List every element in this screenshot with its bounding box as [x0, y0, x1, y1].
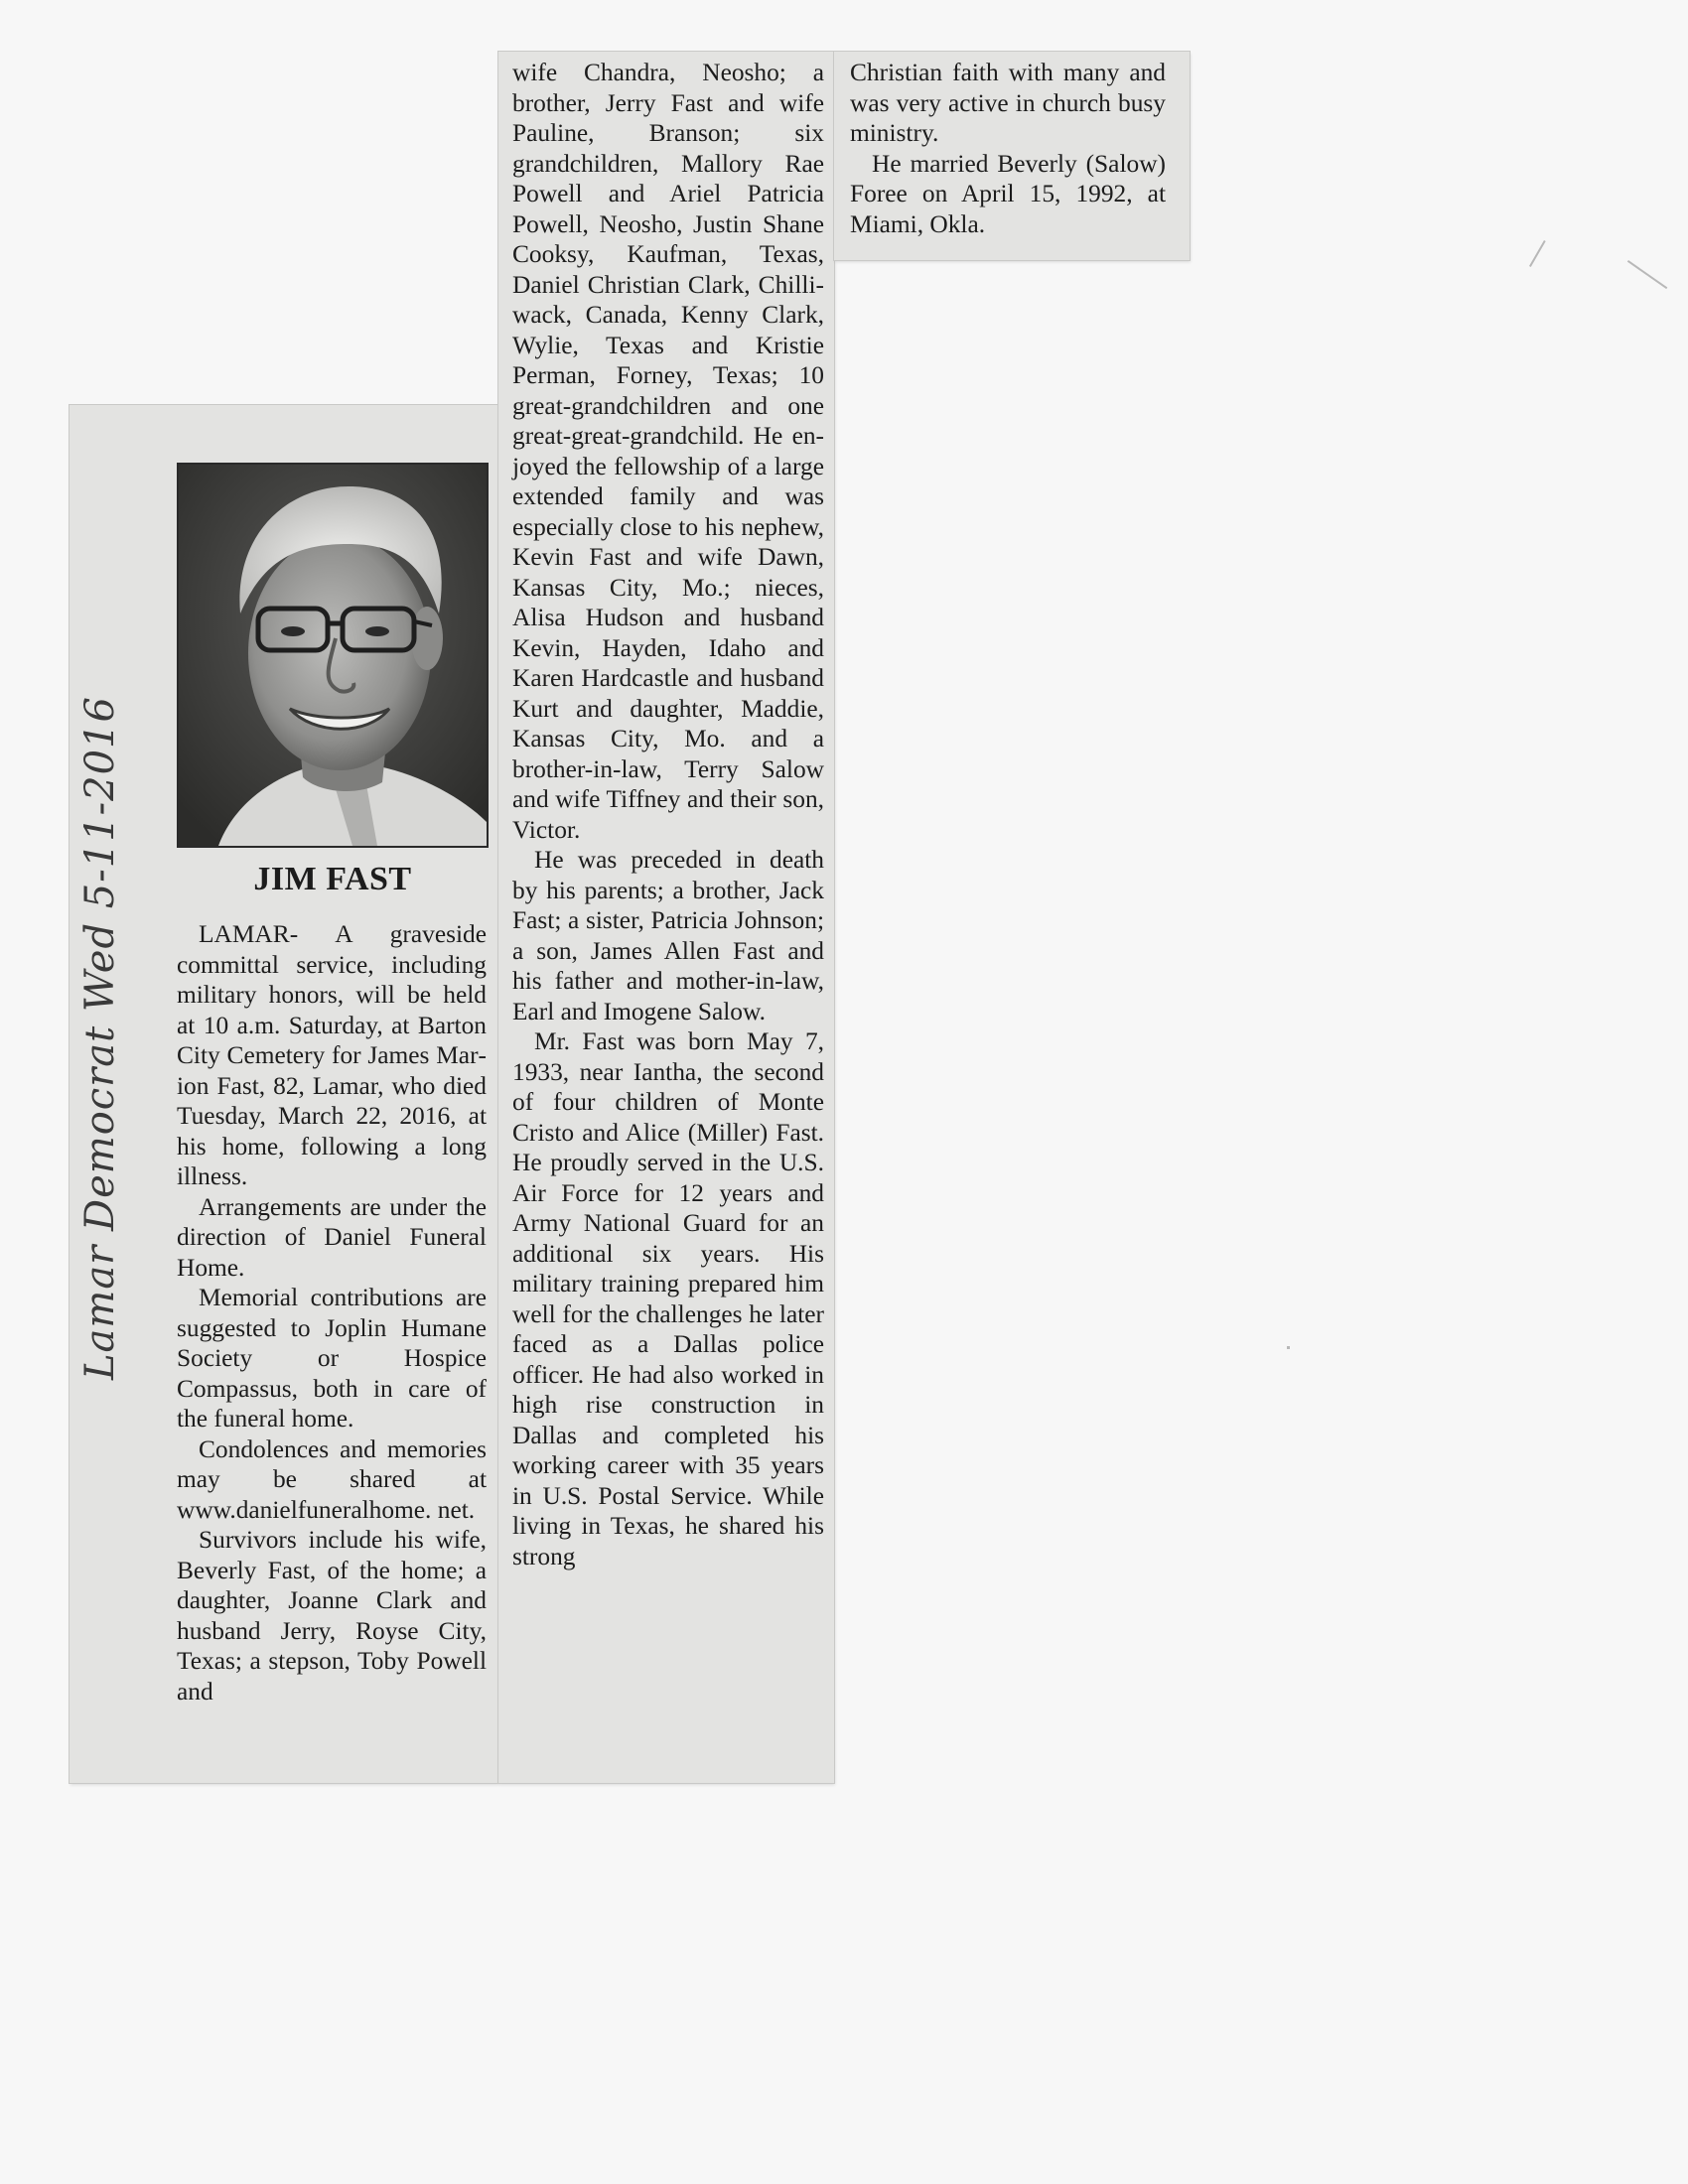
paragraph: Arrangements are under the direction of Daniel Funeral Home.	[177, 1192, 487, 1282]
scan-mark	[1529, 240, 1546, 267]
portrait-photo	[177, 463, 489, 848]
scan-mark	[1287, 1346, 1290, 1349]
scan-mark	[1627, 260, 1667, 289]
obituary-column-3	[850, 58, 1166, 239]
obituary-column-2	[512, 58, 824, 1571]
paragraph: He was preceded in death by his parents; a brother, Jack Fast; a sister, Patricia Johnson; a son, James Allen Fast and his father and mother-in-law, Earl and Imogene Salow.	[512, 846, 824, 1025]
paragraph: wife Chandra, Neosho; a brother, Jerry Fast and wife Pauline, Branson; six grandchildren, Mallory Rae Powell and Ariel Patricia Powell, Neosho, Justin Shane Cooksy, Kaufman, Texas, Daniel Christian Clark, Chilliwack, Canada, Kenny Clark, Wylie, Texas and Kristie Perman, Forney, Texas; 10 great-grandchildren and one great-great-grandchild. He enjoyed the fellowship of a large extended family and was especially close to his nephew, Kevin Fast and wife Dawn, Kansas City, Mo.; nieces, Alisa Hudson and husband Kevin, Hayden, Idaho and Karen Hardcastle and husband Kurt and daughter, Maddie, Kansas City, Mo. and a brother-in-law, Terry Salow and wife Tiffney and their son, Victor.	[512, 59, 824, 844]
paragraph: Survivors include his wife, Beverly Fast, of the home; a daughter, Joanne Clark and husband Jerry, Royse City, Texas; a stepson, Toby Powell and	[177, 1526, 487, 1706]
obituary-column-1	[177, 919, 487, 1706]
paragraph: LAMAR- A graveside committal service, including military honors, will be held at 10 a.m. Saturday, at Barton City Cemetery for James Marion Fast, 82, Lamar, who died Tuesday, March 22, 2016, at his home, following a long illness.	[177, 920, 487, 1190]
paragraph: Mr. Fast was born May 7, 1933, near Iantha, the second of four children of Monte Cristo and Alice (Miller) Fast. He proudly served in the U.S. Air Force for 12 years and Army National Guard for an additional six years. His military training prepared him well for the challenges he later faced as a Dallas police officer. He had also worked in high rise construction in Dallas and completed his working career with 35 years in U.S. Postal Service. While living in Texas, he shared his strong	[512, 1027, 824, 1570]
paragraph: He married Beverly (Salow) Foree on April 15, 1992, at Miami, Okla.	[850, 149, 1166, 238]
obituary-name: JIM FAST	[253, 861, 412, 897]
paragraph: Christian faith with many and was very active in church busy ministry.	[850, 59, 1166, 147]
paragraph: Condolences and memories may be shared at www.danielfuneralhome. net.	[177, 1434, 487, 1524]
handwritten-note: Lamar Democrat Wed 5-11-2016	[77, 696, 123, 1380]
paragraph: Memorial contributions are suggested to Joplin Humane Society or Hospice Compassus, both in care of the funeral home.	[177, 1284, 487, 1433]
